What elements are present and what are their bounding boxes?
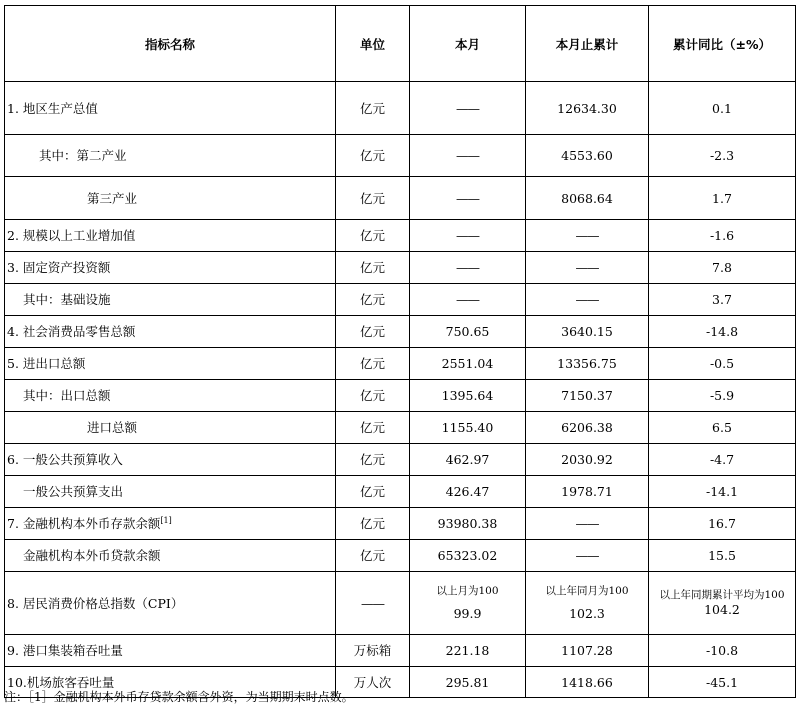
row-name <box>5 348 336 380</box>
row-month: 93980.38 <box>410 508 526 540</box>
row-yoy: 1.7 <box>649 177 796 220</box>
row-name <box>5 444 336 476</box>
row-cum: 8068.64 <box>526 177 649 220</box>
table-row <box>5 444 796 476</box>
table-row <box>5 572 796 635</box>
row-name <box>5 540 336 572</box>
row-cum: 7150.37 <box>526 380 649 412</box>
row-month: —— <box>410 284 526 316</box>
cpi-value: 102.3 <box>569 606 605 621</box>
row-unit: 亿元 <box>336 82 410 135</box>
row-month: 295.81 <box>410 667 526 698</box>
row-cum: 4553.60 <box>526 135 649 177</box>
row-cum: 1418.66 <box>526 667 649 698</box>
row-yoy: -1.6 <box>649 220 796 252</box>
row-unit: 亿元 <box>336 508 410 540</box>
row-month: —— <box>410 135 526 177</box>
row-name-text: 5. 进出口总额 <box>7 356 86 371</box>
row-yoy: 7.8 <box>649 252 796 284</box>
footnote-ref: [1] <box>160 515 172 525</box>
row-name-text: 1. 地区生产总值 <box>7 100 98 116</box>
row-name <box>5 508 336 540</box>
row-month: 2551.04 <box>410 348 526 380</box>
row-cum <box>526 572 649 635</box>
table-row <box>5 540 796 572</box>
row-month: 65323.02 <box>410 540 526 572</box>
row-month <box>410 572 526 635</box>
row-yoy: -5.9 <box>649 380 796 412</box>
row-name-text: 第三产业 <box>87 190 138 206</box>
row-unit: 亿元 <box>336 316 410 348</box>
footnote: 注：［1］金融机构本外币存贷款余额含外资，为当期期末时点数。 <box>4 690 354 704</box>
header-cumulative: 本月止累计 <box>526 6 649 82</box>
row-yoy: 0.1 <box>649 82 796 135</box>
row-name <box>5 284 336 316</box>
row-name-text: 10.机场旅客吞吐量 <box>7 674 115 690</box>
row-month: 750.65 <box>410 316 526 348</box>
row-unit: 亿元 <box>336 220 410 252</box>
row-cum: 13356.75 <box>526 348 649 380</box>
table-row <box>5 380 796 412</box>
row-unit: 亿元 <box>336 412 410 444</box>
cpi-base-note: 以上年同期累计平均为100 <box>659 589 785 601</box>
row-month: 221.18 <box>410 635 526 667</box>
row-name-text: 其中：基础设施 <box>23 292 111 307</box>
cpi-value: 99.9 <box>453 606 482 621</box>
row-name <box>5 252 336 284</box>
row-unit: 亿元 <box>336 348 410 380</box>
row-yoy: -14.8 <box>649 316 796 348</box>
table-row <box>5 635 796 667</box>
row-yoy: -4.7 <box>649 444 796 476</box>
row-name-text: 金融机构本外币贷款余额 <box>23 548 161 563</box>
row-yoy: 3.7 <box>649 284 796 316</box>
row-cum: 2030.92 <box>526 444 649 476</box>
row-yoy: -2.3 <box>649 135 796 177</box>
table-row <box>5 316 796 348</box>
header-indicator-name: 指标名称 <box>5 6 336 82</box>
row-unit: 亿元 <box>336 444 410 476</box>
table-row <box>5 220 796 252</box>
table-row <box>5 252 796 284</box>
row-month: 1155.40 <box>410 412 526 444</box>
row-cum: 1978.71 <box>526 476 649 508</box>
row-unit: 万人次 <box>336 667 410 698</box>
table-row <box>5 82 796 135</box>
row-month: —— <box>410 252 526 284</box>
row-name-text: 一般公共预算支出 <box>23 484 124 499</box>
row-name-text: 9. 港口集装箱吞吐量 <box>7 643 123 658</box>
row-name <box>5 476 336 508</box>
row-name <box>5 82 336 135</box>
row-name-text: 2. 规模以上工业增加值 <box>7 228 136 243</box>
row-cum: 6206.38 <box>526 412 649 444</box>
statistics-table <box>4 5 796 698</box>
row-month: 1395.64 <box>410 380 526 412</box>
row-name <box>5 412 336 444</box>
row-cum: 1107.28 <box>526 635 649 667</box>
row-name <box>5 316 336 348</box>
row-yoy <box>649 572 796 635</box>
row-unit: 万标箱 <box>336 635 410 667</box>
table-row <box>5 412 796 444</box>
table-row <box>5 476 796 508</box>
header-unit: 单位 <box>336 6 410 82</box>
cpi-value: 104.2 <box>704 602 740 617</box>
row-unit: 亿元 <box>336 380 410 412</box>
row-name-text: 其中：出口总额 <box>23 388 111 403</box>
table-row <box>5 177 796 220</box>
row-name <box>5 177 336 220</box>
row-cum: —— <box>526 252 649 284</box>
row-yoy: 16.7 <box>649 508 796 540</box>
row-unit: 亿元 <box>336 252 410 284</box>
row-unit: 亿元 <box>336 476 410 508</box>
cpi-base-note: 以上月为100 <box>436 585 499 597</box>
row-unit: 亿元 <box>336 540 410 572</box>
row-name-text: 3. 固定资产投资额 <box>7 260 111 275</box>
row-cum: —— <box>526 540 649 572</box>
row-name <box>5 572 336 635</box>
table-row <box>5 135 796 177</box>
row-unit: 亿元 <box>336 135 410 177</box>
row-cum: —— <box>526 220 649 252</box>
row-yoy: 15.5 <box>649 540 796 572</box>
row-name-text: 其中：第二产业 <box>39 148 127 163</box>
row-unit: 亿元 <box>336 284 410 316</box>
row-cum: 3640.15 <box>526 316 649 348</box>
row-cum: —— <box>526 508 649 540</box>
row-month: —— <box>410 82 526 135</box>
row-yoy: -10.8 <box>649 635 796 667</box>
row-unit: 亿元 <box>336 177 410 220</box>
row-cum: —— <box>526 284 649 316</box>
row-name <box>5 635 336 667</box>
cpi-base-note: 以上年同月为100 <box>545 585 629 597</box>
header-cumulative-yoy: 累计同比（±%） <box>649 6 796 82</box>
row-name-text: 进口总额 <box>87 420 138 435</box>
row-name-text <box>5 516 172 531</box>
row-name-text: 6. 一般公共预算收入 <box>7 452 123 467</box>
row-cum: 12634.30 <box>526 82 649 135</box>
row-month: —— <box>410 220 526 252</box>
row-month: 426.47 <box>410 476 526 508</box>
table-row <box>5 284 796 316</box>
row-name <box>5 135 336 177</box>
row-yoy: -14.1 <box>649 476 796 508</box>
row-yoy: -45.1 <box>649 667 796 698</box>
table-row <box>5 348 796 380</box>
header-this-month: 本月 <box>410 6 526 82</box>
row-month: 462.97 <box>410 444 526 476</box>
row-yoy: -0.5 <box>649 348 796 380</box>
row-name-text: 4. 社会消费品零售总额 <box>7 324 136 339</box>
table-header-row <box>5 6 796 82</box>
row-month: —— <box>410 177 526 220</box>
row-name <box>5 380 336 412</box>
table-row <box>5 508 796 540</box>
row-unit: —— <box>336 572 410 635</box>
row-name-text: 8. 居民消费价格总指数（CPI） <box>7 595 184 611</box>
row-yoy: 6.5 <box>649 412 796 444</box>
row-name-label: 7. 金融机构本外币存款余额 <box>7 516 161 531</box>
row-name <box>5 220 336 252</box>
